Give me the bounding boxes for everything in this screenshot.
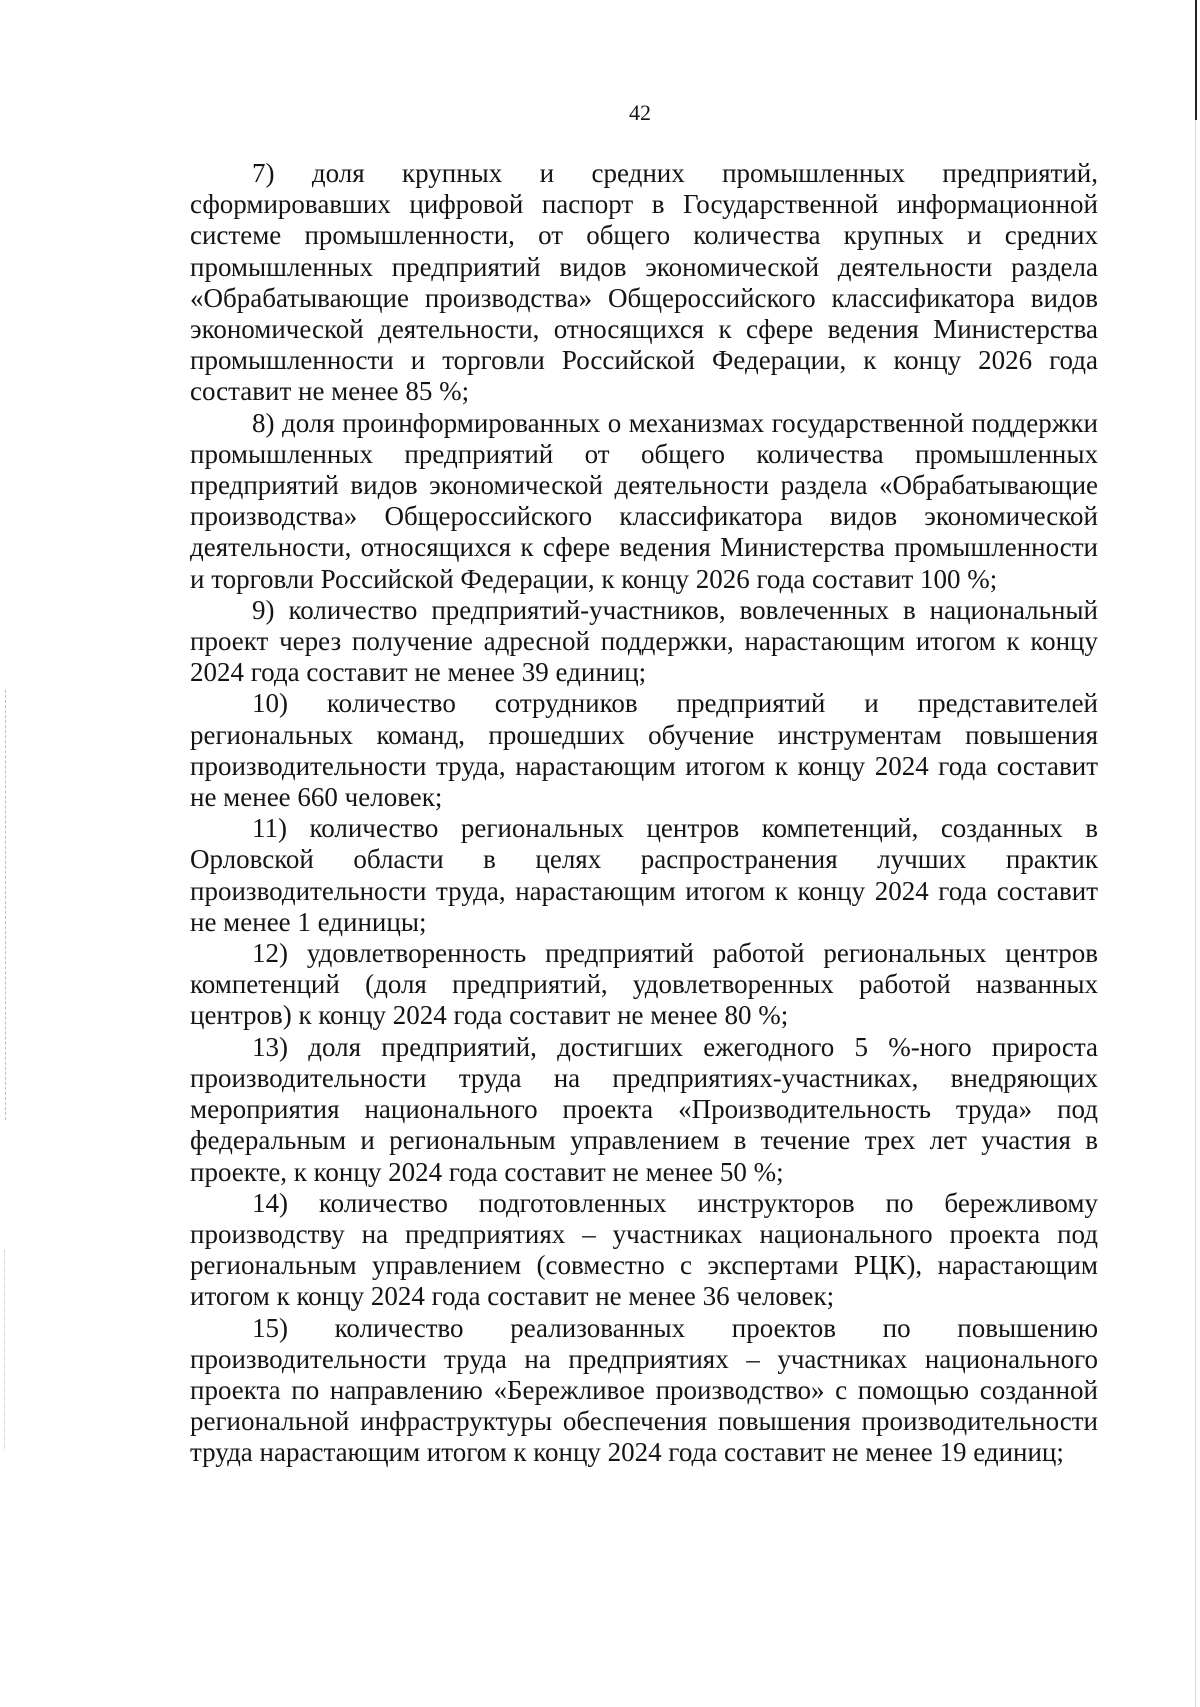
scan-margin-dots xyxy=(5,690,7,1120)
paragraph-item-15: 15) количество реализованных проектов по повышению производительности труда на предприятиях – участниках национального проекта по направлению «Бережливое производство» с помощью созданной региональной инфраструктуры обеспечения повышения производительности труда нарастающим итогом к концу 2024 года составит не менее 19 единиц; xyxy=(190,1312,1098,1468)
paragraph-item-12: 12) удовлетворенность предприятий работой региональных центров компетенций (доля предприятий, удовлетворенных работой названных центров) к концу 2024 года составит не менее 80 %; xyxy=(190,938,1098,1031)
scan-margin-dots-lower xyxy=(4,1250,6,1450)
page-number: 42 xyxy=(629,100,651,125)
paragraph-item-8: 8) доля проинформированных о механизмах государственной поддержки промышленных предприятий от общего количества промышленных предприятий видов экономической деятельности раздела «Обрабатывающие производства» Общероссийского классификатора видов экономической деятельности, относящихся к сфере ведения Министерства промышленности и торговли Российской Федерации, к концу 2026 года составит 100 %; xyxy=(190,407,1098,594)
scan-edge-line xyxy=(1195,120,1196,1707)
paragraph-item-9: 9) количество предприятий-участников, вовлеченных в национальный проект через получение адресной поддержки, нарастающим итогом к концу 2024 года составит не менее 39 единиц; xyxy=(190,594,1098,688)
paragraph-item-11: 11) количество региональных центров компетенций, созданных в Орловской области в целях распространения лучших практик производительности труда, нарастающим итогом к концу 2024 года составит не менее 1 единицы; xyxy=(190,813,1098,937)
document-body xyxy=(190,158,1098,1469)
paragraph-item-13: 13) доля предприятий, достигших ежегодного 5 %-ного прироста производительности труда на предприятиях-участниках, внедряющих мероприятия национального проекта «Производительность труда» под федеральным и региональным управлением в течение трех лет участия в проекте, к концу 2024 года составит не менее 50 %; xyxy=(190,1031,1098,1187)
paragraph-item-10: 10) количество сотрудников предприятий и представителей региональных команд, прошедших обучение инструментам повышения производительности труда, нарастающим итогом к концу 2024 года составит не менее 660 человек; xyxy=(190,688,1098,813)
paragraph-item-14: 14) количество подготовленных инструкторов по бережливому производству на предприятиях – участниках национального проекта под региональным управлением (совместно с экспертами РЦК), нарастающим итогом к концу 2024 года составит не менее 36 человек; xyxy=(190,1187,1098,1312)
paragraph-item-7: 7) доля крупных и средних промышленных предприятий, сформировавших цифровой паспорт в Государственной информационной системе промышленности, от общего количества крупных и средних промышленных предприятий видов экономической деятельности раздела «Обрабатывающие производства» Общероссийского классификатора видов экономической деятельности, относящихся к сфере ведения Министерства промышленности и торговли Российской Федерации, к концу 2026 года составит не менее 85 %; xyxy=(190,158,1098,407)
